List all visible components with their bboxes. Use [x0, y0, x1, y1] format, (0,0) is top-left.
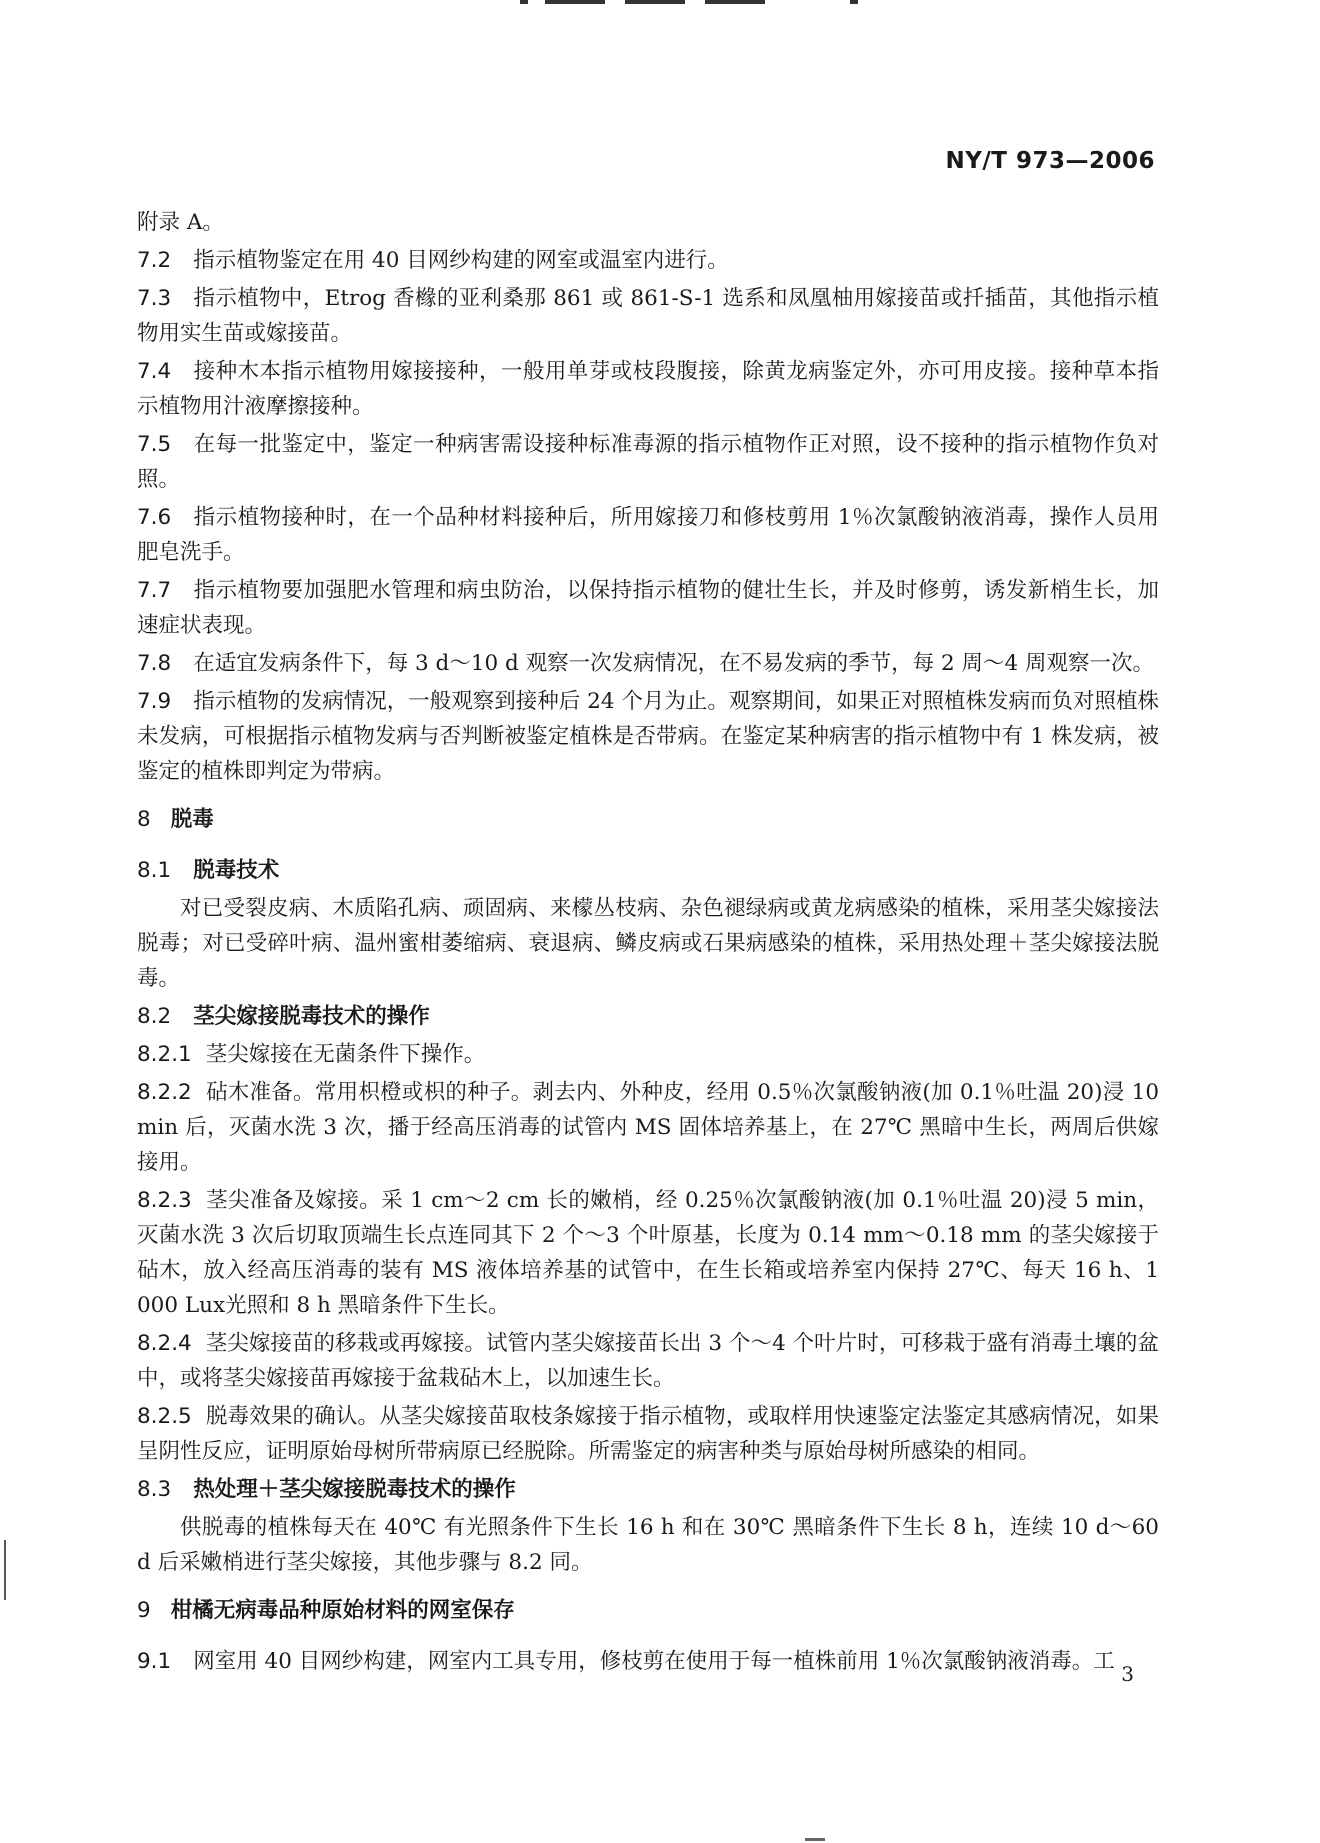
clause-text: 指示植物接种时，在一个品种材料接种后，所用嫁接刀和修枝剪用 1％次氯酸钠液消毒，操作人员用肥皂洗手。	[137, 505, 1159, 565]
paragraph	[137, 573, 1159, 643]
scan-artifact	[4, 1540, 6, 1600]
clause-number: 8.2.4	[137, 1331, 192, 1356]
clause-number: 7.3	[137, 286, 172, 311]
clause-number: 7.8	[137, 651, 172, 676]
subsection-heading	[137, 853, 1159, 888]
scan-artifact-bottom	[805, 1838, 825, 1841]
clause-text: 茎尖嫁接苗的移栽或再嫁接。试管内茎尖嫁接苗长出 3 个～4 个叶片时，可移栽于盛有消毒土壤的盆中，或将茎尖嫁接苗再嫁接于盆栽砧木上，以加速生长。	[137, 1331, 1159, 1391]
paragraph	[137, 646, 1159, 681]
paragraph	[137, 205, 1159, 240]
clause-text: 热处理＋茎尖嫁接脱毒技术的操作	[193, 1477, 516, 1502]
clause-text: 网室用 40 目网纱构建，网室内工具专用，修枝剪在使用于每一植株前用 1％次氯酸钠液消毒。工	[193, 1649, 1115, 1674]
clause-text: 脱毒	[170, 807, 214, 832]
clause-text: 接种木本指示植物用嫁接接种，一般用单芽或枝段腹接，除黄龙病鉴定外，亦可用皮接。接种草本指示植物用汁液摩擦接种。	[137, 359, 1159, 419]
clause-text: 茎尖准备及嫁接。采 1 cm～2 cm 长的嫩梢，经 0.25％次氯酸钠液(加 0.1％吐温 20)浸 5 min，灭菌水洗 3 次后切取顶端生长点连同其下 2 个～3 个叶原基，长度为 0.14 mm～0.18 mm 的茎尖嫁接于砧木，放入经高压消毒的装有 MS 液体培养基的试管中，在生长箱或培养室内保持 27℃、每天 16 h、1 000 Lux光照和 8 h 黑暗条件下生长。	[137, 1188, 1159, 1318]
paragraph	[137, 1399, 1159, 1469]
body-paragraph	[137, 1510, 1159, 1580]
clause-text: 在每一批鉴定中，鉴定一种病害需设接种标准毒源的指示植物作正对照，设不接种的指示植物作负对照。	[137, 432, 1159, 492]
section-heading	[137, 1593, 1159, 1628]
clause-number: 8.3	[137, 1477, 172, 1502]
clause-number: 9	[137, 1598, 151, 1623]
clause-text: 在适宜发病条件下，每 3 d～10 d 观察一次发病情况，在不易发病的季节，每 2 周～4 周观察一次。	[193, 651, 1154, 676]
clause-number: 7.9	[137, 689, 172, 714]
paragraph	[137, 684, 1159, 789]
clause-number: 8.1	[137, 858, 172, 883]
paragraph	[137, 281, 1159, 351]
body-paragraph	[137, 891, 1159, 996]
clause-text: 脱毒技术	[193, 858, 280, 883]
paragraph	[137, 354, 1159, 424]
clause-number: 8.2.3	[137, 1188, 192, 1213]
clause-number: 7.5	[137, 432, 172, 457]
page-number: 3	[1121, 1662, 1134, 1686]
clause-text: 茎尖嫁接在无菌条件下操作。	[205, 1042, 486, 1067]
paragraph	[137, 1183, 1159, 1323]
clause-text: 柑橘无病毒品种原始材料的网室保存	[170, 1598, 515, 1623]
clause-text: 指示植物的发病情况，一般观察到接种后 24 个月为止。观察期间，如果正对照植株发病而负对照植株未发病，可根据指示植物发病与否判断被鉴定植株是否带病。在鉴定某种病害的指示植物中有 1 株发病，被鉴定的植株即判定为带病。	[137, 689, 1159, 784]
clause-number: 8.2.2	[137, 1080, 192, 1105]
clause-number: 7.7	[137, 578, 172, 603]
clause-number: 8.2	[137, 1004, 172, 1029]
clause-text: 供脱毒的植株每天在 40℃ 有光照条件下生长 16 h 和在 30℃ 黑暗条件下生长 8 h，连续 10 d～60 d 后采嫩梢进行茎尖嫁接，其他步骤与 8.2 同。	[137, 1515, 1159, 1575]
standard-code: NY/T 973—2006	[945, 148, 1155, 174]
clause-text: 脱毒效果的确认。从茎尖嫁接苗取枝条嫁接于指示植物，或取样用快速鉴定法鉴定其感病情况，如果呈阴性反应，证明原始母树所带病原已经脱除。所需鉴定的病害种类与原始母树所感染的相同。	[137, 1404, 1159, 1464]
paragraph	[137, 427, 1159, 497]
paragraph	[137, 243, 1159, 278]
clause-number: 7.6	[137, 505, 172, 530]
paragraph	[137, 1075, 1159, 1180]
clause-text: 砧木准备。常用枳橙或枳的种子。剥去内、外种皮，经用 0.5％次氯酸钠液(加 0.1％吐温 20)浸 10 min 后，灭菌水洗 3 次，播于经高压消毒的试管内 MS 固体培养基上，在 27℃ 黑暗中生长，两周后供嫁接用。	[137, 1080, 1159, 1175]
section-heading	[137, 802, 1159, 837]
clause-text: 茎尖嫁接脱毒技术的操作	[193, 1004, 430, 1029]
paragraph	[137, 500, 1159, 570]
clause-number: 8	[137, 807, 151, 832]
paragraph	[137, 1037, 1159, 1072]
subsection-heading	[137, 1472, 1159, 1507]
document-body	[137, 205, 1159, 1682]
clause-text: 指示植物要加强肥水管理和病虫防治，以保持指示植物的健壮生长，并及时修剪，诱发新梢生长，加速症状表现。	[137, 578, 1159, 638]
paragraph	[137, 1644, 1159, 1679]
paragraph	[137, 1326, 1159, 1396]
clause-number: 7.2	[137, 248, 172, 273]
clause-text: 附录 A。	[137, 210, 224, 235]
clause-number: 7.4	[137, 359, 172, 384]
top-scan-marks	[520, 0, 920, 6]
clause-number: 8.2.5	[137, 1404, 192, 1429]
clause-text: 指示植物鉴定在用 40 目网纱构建的网室或温室内进行。	[193, 248, 729, 273]
subsection-heading	[137, 999, 1159, 1034]
clause-number: 8.2.1	[137, 1042, 192, 1067]
clause-number: 9.1	[137, 1649, 172, 1674]
clause-text: 对已受裂皮病、木质陷孔病、顽固病、来檬丛枝病、杂色褪绿病或黄龙病感染的植株，采用茎尖嫁接法脱毒；对已受碎叶病、温州蜜柑萎缩病、衰退病、鳞皮病或石果病感染的植株，采用热处理＋茎尖嫁接法脱毒。	[137, 896, 1159, 991]
clause-text: 指示植物中，Etrog 香橼的亚利桑那 861 或 861-S-1 选系和凤凰柚用嫁接苗或扦插苗，其他指示植物用实生苗或嫁接苗。	[137, 286, 1159, 346]
